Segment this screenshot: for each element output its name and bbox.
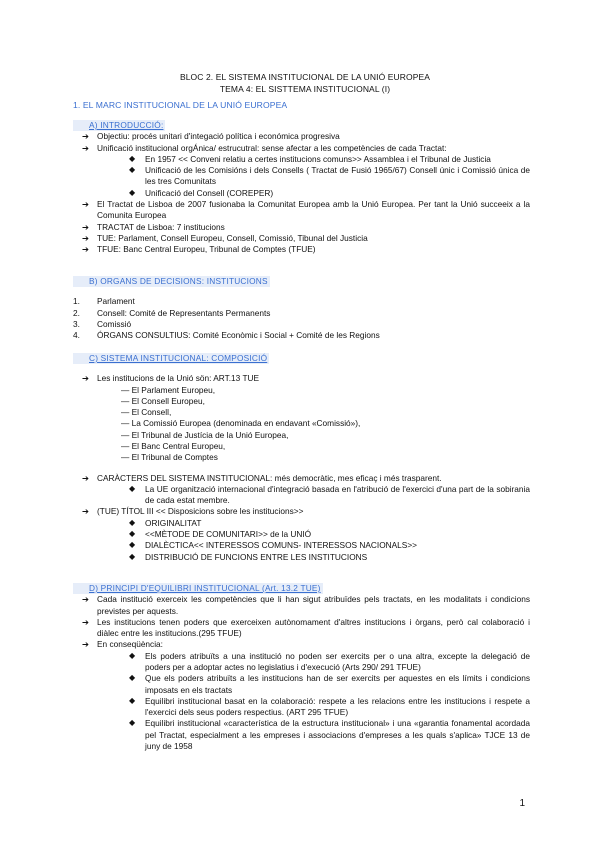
list-item: ➔ El Tractat de Lisboa de 2007 fusionaba la Comunitat Europea amb la Unió Europea. Per tant la Unió succeeix a la Comunita Europea [82, 198, 530, 221]
institution-item: — La Comissió Europea (denominada en endavant «Comissió»), [121, 418, 361, 429]
subsection-heading-c: C) SISTEMA INSTITUCIONAL: COMPOSICIÓ [73, 353, 269, 364]
section-b [73, 276, 530, 341]
list-item: ➔ Les institucions tenen poders que exerceixen autònomament d'altres institucions i òrgans, però cal colaboració i diàlec entre les institucions.(295 TFUE) [82, 616, 530, 639]
diamond-bullet-icon: ◆ [129, 187, 136, 197]
list-sub-item: ◆ DIALÈCTICA<< INTERESSOS COMUNS- INTERESSOS NACIONALS>> [129, 540, 418, 551]
diamond-bullet-icon: ◆ [129, 551, 136, 561]
list-sub-item: ◆ En 1957 << Conveni relatiu a certes institucions comuns>> Assamblea i el Tribunal de Justicia [129, 153, 491, 164]
list-item: ➔ CARÀCTERS DEL SISTEMA INSTITUCIONAL: més democràtic, mes eficaç i més trasparent. [82, 472, 442, 483]
list-item: ➔ Objectiu: procés unitari d'integació política i económica progresiva [82, 131, 340, 142]
arrow-bullet-icon: ➔ [82, 594, 89, 605]
page-number: 1 [519, 798, 525, 809]
list-sub-item: ◆ Els poders atribuïts a una institució no poden ser exercits per o una altra, excepte la delegació de poders per a adoptar actes no legislatius i d'execució (Arts 290/ 291 TFUE) [129, 650, 530, 672]
list-sub-item: ◆ Unificació del Consell (COREPER) [129, 187, 274, 198]
numbered-item: 4. ÓRGANS CONSULTIUS: Comité Econòmic i Social + Comité de les Regions [73, 330, 380, 341]
diamond-bullet-icon: ◆ [129, 718, 136, 728]
institution-item: — El Parlament Europeu, [121, 384, 216, 395]
list-item: ➔ En conseqüència: [82, 639, 163, 650]
institution-item: — El Consell Europeu, [121, 395, 205, 406]
diamond-bullet-icon: ◆ [129, 540, 136, 550]
numbered-item: 2. Consell: Comité de Representants Permanents [73, 307, 271, 318]
diamond-bullet-icon: ◆ [129, 483, 136, 493]
title-line-1: BLOC 2. EL SISTEMA INSTITUCIONAL DE LA UNIÓ EUROPEA [179, 72, 431, 82]
arrow-bullet-icon: ➔ [82, 198, 89, 209]
list-item: ➔ (TUE) TÍTOL III << Disposicions sobre les institucions>> [82, 506, 304, 517]
list-item: ➔ TFUE: Banc Central Europeu, Tribunal de Comptes (TFUE) [82, 244, 316, 255]
arrow-bullet-icon: ➔ [82, 506, 89, 517]
diamond-bullet-icon: ◆ [129, 650, 136, 660]
diamond-bullet-icon: ◆ [129, 528, 136, 538]
section-c [73, 353, 530, 563]
subsection-heading-b: B) ORGANS DE DECISIONS: INSTITUCIONS [73, 276, 270, 287]
list-sub-item: ◆ Equilibri institucional basat en la colaboració: respete a les relacions entre les institucions i respete a l'exercici dels seus poders respectius. (ART 295 TFUE) [129, 695, 530, 718]
arrow-bullet-icon: ➔ [82, 244, 89, 255]
arrow-bullet-icon: ➔ [82, 472, 89, 483]
title-line-2: TEMA 4: EL SISTTEMA INSTITUCIONAL (I) [219, 83, 391, 94]
diamond-bullet-icon: ◆ [129, 165, 136, 175]
diamond-bullet-icon: ◆ [129, 153, 136, 163]
diamond-bullet-icon: ◆ [129, 673, 136, 683]
numbered-item: 3. Comissió [73, 318, 132, 329]
arrow-bullet-icon: ➔ [82, 221, 89, 232]
institution-item: — El Consell, [121, 407, 172, 418]
arrow-bullet-icon: ➔ [82, 142, 89, 153]
subsection-heading-a: A) INTRODUCCIÓ: [73, 120, 165, 131]
section-d [73, 583, 530, 752]
list-item: ➔ Cada institució exerceix les competències que li han sigut atribuïdes pels tractats, en les modalitats i condicions previstes per aquests. [82, 594, 530, 616]
list-sub-item: ◆ <<MÈTODE DE COMUNITARI>> de la UNIÓ [129, 528, 312, 539]
institution-item: — El Tribunal de Comptes [121, 452, 218, 463]
arrow-bullet-icon: ➔ [82, 131, 89, 142]
list-item: ➔ Les institucions de la Unió sön: ART.13 TUE [82, 373, 260, 384]
list-item: ➔ Unificació institucional orgÁnica/ estrucutral: sense afectar a les competències de cada Tractat: [82, 142, 447, 153]
arrow-bullet-icon: ➔ [82, 616, 89, 627]
list-item: ➔ TRACTAT de Lisboa: 7 institucions [82, 221, 225, 232]
list-sub-item: ◆ Que els poders atribuïts a les institucions han de ser exercits per aquestes en els límits i condicions imposats en els tractats [129, 673, 530, 695]
arrow-bullet-icon: ➔ [82, 373, 89, 384]
arrow-bullet-icon: ➔ [82, 639, 89, 650]
list-sub-item: ◆ Equilibri institucional «característica de la estructura institucional» i una «garantia fonamental acordada pel Tractat, especialment a les empreses i associacions d'empreses a les quals s'aplica» TJCE 13 de juny de 1958 [129, 718, 530, 751]
institution-item: — El Tribunal de Justícia de la Unió Europea, [121, 429, 289, 440]
section-a [73, 120, 530, 255]
list-item: ➔ TUE: Parlament, Consell Europeu, Consell, Comissió, Tibunal del Justicia [82, 232, 368, 243]
list-sub-item: ◆ Unificació de les Comisións i dels Consells ( Tractat de Fusió 1965/67) Consell únic i Comissió única de les tres Comunitats [129, 165, 530, 187]
subsection-heading-d: D) PRINCIPI D'EQUILIBRI INSTITUCIONAL (Art. 13.2 TUE) [73, 583, 323, 594]
list-sub-item: ◆ La UE organització internacional d'integració basada en l'atribució de l'exercici d'una part de la sobirania de cada estat membre. [129, 483, 530, 506]
list-sub-item: ◆ ORIGINALITAT [129, 517, 202, 528]
document-title [0, 72, 600, 96]
arrow-bullet-icon: ➔ [82, 232, 89, 243]
list-sub-item: ◆ DISTRIBUCIÓ DE FUNCIONS ENTRE LES INSTITUCIONS [129, 551, 368, 562]
diamond-bullet-icon: ◆ [129, 695, 136, 705]
diamond-bullet-icon: ◆ [129, 517, 136, 527]
numbered-item: 1. Parlament [73, 296, 135, 307]
institution-item: — El Banc Central Europeu, [121, 440, 226, 451]
section-heading: 1. EL MARC INSTITUCIONAL DE LA UNIÓ EUROPEA [73, 100, 288, 110]
